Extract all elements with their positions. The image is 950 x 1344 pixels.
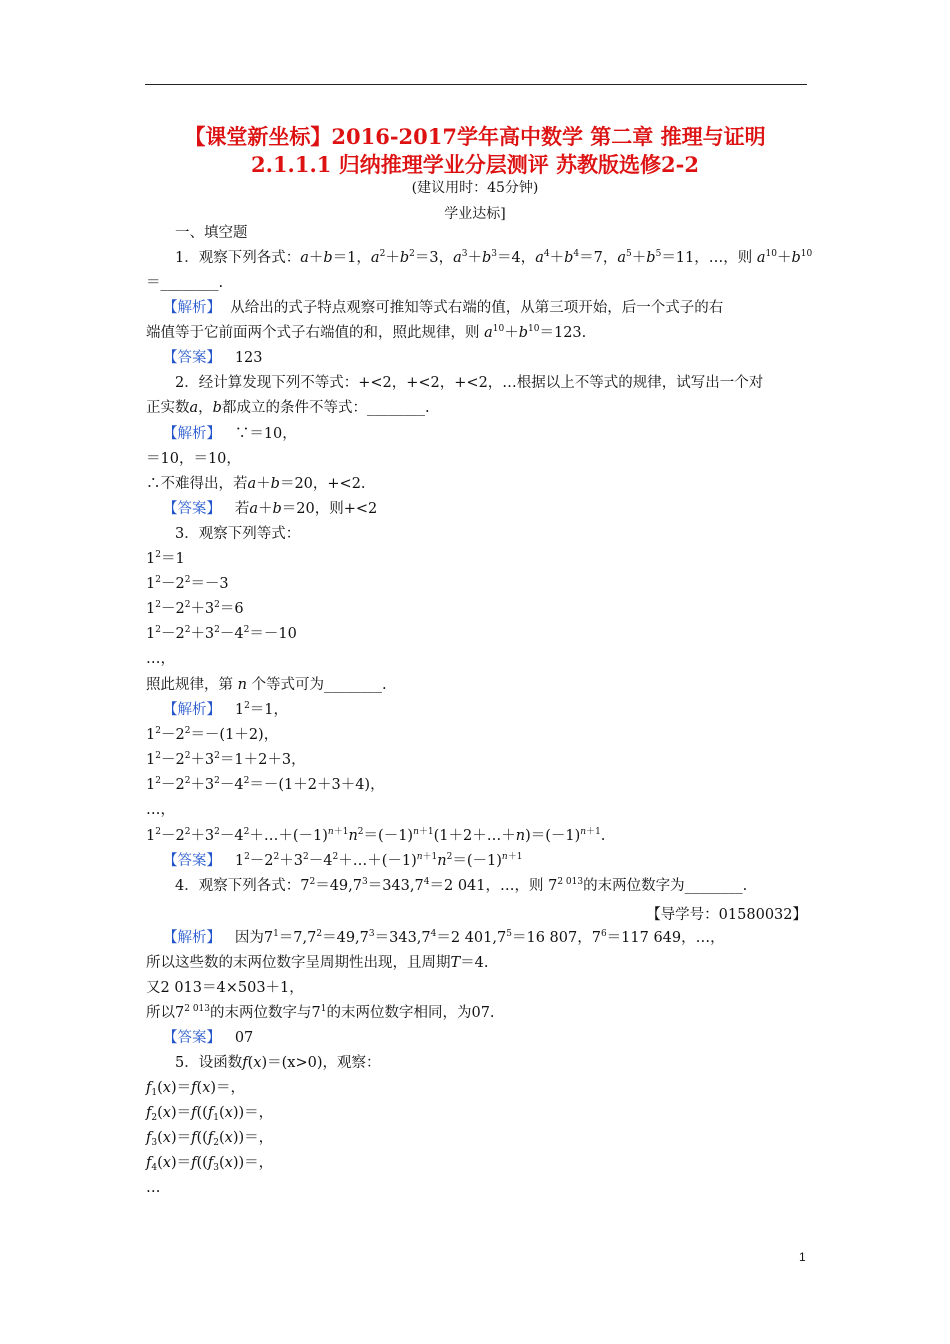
header-rule [145,84,807,85]
q3-analysis-2: $1^2-2^2=-(1+2)$， [146,726,279,743]
q1-analysis-cont: 端值等于它前面两个式子右端值的和，照此规律，则 $a^{10}+b^{10}=123$. [146,324,587,341]
q5-f3: $f_3(x)=f((f_2(x))=$， [146,1130,274,1148]
q2-question: 2．经计算发现下列不等式：+<2，+<2，+<2，…根据以上不等式的规律，试写出一个对 [175,375,764,391]
q5-question: 5．设函数f(x)＝(x>0)，观察： [175,1055,381,1071]
q5-f2: $f_2(x)=f((f_1(x))=$， [146,1105,274,1123]
q4-analysis-2: 所以这些数的末两位数字呈周期性出现，且周期T＝4. [146,955,489,971]
q3-eq2: $1^2-2^2=-3$ [146,575,229,592]
q2-question-cont: 正实数a，b都成立的条件不等式：________. [146,400,430,416]
q3-analysis-general: $1^2-2^2+3^2-4^2+\dots+(-1)^{n+1}n^2=(-1)^{n+1}(1+2+\dots+n)=(-1)^{n+1}$. [146,827,606,844]
answer-tag: 【答案】 [163,350,221,366]
q1-question: 1．观察下列各式：a＋b＝1，$a^2+b^2=3$，$a^3+b^3=4$，$a^4+b^4=7$，$a^5+b^5=11$，…，则 $a^{10}+b^{10}$ [175,249,813,266]
q3-ask: 照此规律，第 n 个等式可为________. [146,677,387,693]
q5-f4: $f_4(x)=f((f_3(x))=$， [146,1155,274,1173]
q5-dots: … [146,1180,161,1196]
q3-eq3: $1^2-2^2+3^2=6$ [146,600,244,617]
q4-answer: 【答案】 07 [163,1030,254,1046]
q3-dots: …， [146,651,175,667]
q4-analysis-4: 所以$7^{2 013}$的末两位数字与$7^1$的末两位数字相同，为07. [146,1004,495,1021]
doc-title-line2: 2.1.1.1 归纳推理学业分层测评 苏教版选修2-2 [251,152,699,177]
q2-analysis-2: ＝10，＝10， [146,451,241,467]
q3-analysis-1: 【解析】 $1^2=1$， [163,701,289,718]
q3-question: 3．观察下列等式： [175,526,301,542]
q1-question-tail: ＝________. [146,275,224,291]
q1-analysis: 【解析】 从给出的式子特点观察可推知等式右端的值，从第三项开始，后一个式子的右 [163,300,724,316]
q3-analysis-3: $1^2-2^2+3^2=1+2+3$， [146,751,306,768]
q4-analysis-1: 【解析】 因为$7^1=7,7^2=49,7^3=343,7^4=2$ $401,7^5=16$ 807，$7^6=117$ 649，…， [163,929,725,946]
time-hint: (建议用时：45分钟) [411,180,539,196]
q4-question: 4．观察下列各式：$7^2=49,7^3=343,7^4=2$ 041，…，则 $7^{2 013}$的末两位数字为________. [175,877,748,894]
q1-answer: 【答案】 123 [163,350,263,366]
analysis-tag: 【解析】 [163,300,221,316]
q3-eq1: $1^2=1$ [146,550,185,567]
q3-analysis-4: $1^2-2^2+3^2-4^2=-(1+2+3+4)$， [146,776,385,793]
page-number: 1 [799,1250,806,1264]
section-label: 学业达标] [444,206,506,222]
q3-answer: 【答案】 $1^2-2^2+3^2-4^2+\dots+(-1)^{n+1}n^2=(-1)^{n+1}$ [163,852,523,869]
q2-analysis-1: 【解析】 ∵＝10， [163,426,297,442]
q4-analysis-3: 又2 013＝4×503＋1， [146,980,304,996]
q2-answer: 【答案】 若a＋b＝20，则+<2 [163,501,378,517]
doc-title-line1: 【课堂新坐标】2016-2017学年高中数学 第二章 推理与证明 [184,124,766,149]
q5-f1: $f_1(x)=f(x)=$， [146,1080,246,1098]
q3-analysis-dots: …， [146,802,175,818]
part-heading: 一、填空题 [175,225,248,241]
q2-analysis-3: ∴不难得出，若a＋b＝20，+<2. [146,476,366,492]
guide-number: 【导学号：01580032】 [646,907,807,923]
q3-eq4: $1^2-2^2+3^2-4^2=-10$ [146,625,297,642]
